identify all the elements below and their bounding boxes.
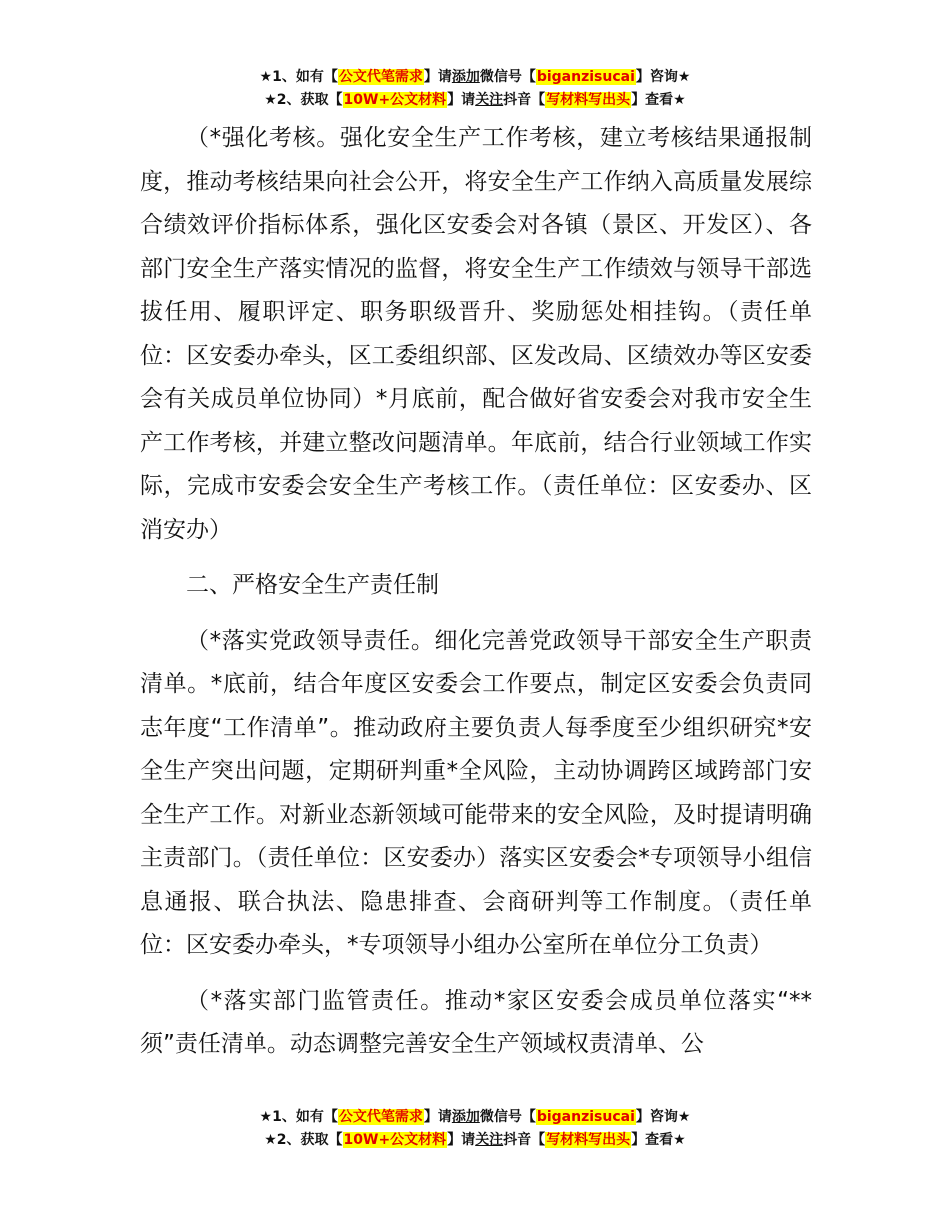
footer-banner bbox=[0, 1106, 950, 1152]
banner-highlight: 10W+公文材料 bbox=[343, 92, 447, 108]
header-banner bbox=[0, 66, 950, 112]
paragraph-gap bbox=[140, 552, 812, 564]
banner-highlight: 公文代笔需求 bbox=[338, 1109, 423, 1125]
paragraph-department: （*落实部门监管责任。推动*家区安委会成员单位落实“**须”责任清单。动态调整完善安全生产领域权责清单、公 bbox=[140, 987, 812, 1057]
banner-text: 】请 bbox=[423, 69, 452, 85]
banner-line-2 bbox=[0, 1129, 950, 1152]
banner-highlight: biganzisucai bbox=[536, 1109, 635, 1125]
section-heading: 二、严格安全生产责任制 bbox=[186, 572, 439, 598]
banner-text: 】查看★ bbox=[631, 1132, 686, 1148]
banner-emphasis: 关注 bbox=[475, 1132, 504, 1148]
document-body bbox=[140, 117, 812, 1067]
banner-text: ★2、获取【 bbox=[264, 1132, 343, 1148]
banner-highlight: 公文代笔需求 bbox=[338, 69, 423, 85]
banner-emphasis: 添加 bbox=[451, 69, 480, 85]
banner-highlight: biganzisucai bbox=[536, 69, 635, 85]
banner-text: 】请 bbox=[447, 1132, 476, 1148]
banner-text: 】请 bbox=[423, 1109, 452, 1125]
banner-text: ★2、获取【 bbox=[264, 92, 343, 108]
banner-text: 】查看★ bbox=[631, 92, 686, 108]
banner-text: 】咨询★ bbox=[635, 1109, 691, 1125]
banner-text: 】咨询★ bbox=[635, 69, 691, 85]
banner-text: ★1、如有【 bbox=[259, 69, 338, 85]
paragraph-gap bbox=[140, 968, 812, 980]
banner-line-2 bbox=[0, 89, 950, 112]
banner-line-1 bbox=[0, 1106, 950, 1129]
banner-text: 】请 bbox=[447, 92, 476, 108]
paragraph-gap bbox=[140, 608, 812, 620]
banner-text: 抖音【 bbox=[503, 92, 546, 108]
banner-text: 微信号【 bbox=[479, 1109, 536, 1125]
banner-text: ★1、如有【 bbox=[259, 1109, 338, 1125]
banner-emphasis: 关注 bbox=[475, 92, 504, 108]
banner-text: 抖音【 bbox=[503, 1132, 546, 1148]
banner-highlight: 写材料写出头 bbox=[546, 92, 631, 108]
paragraph-assessment: （*强化考核。强化安全生产工作考核，建立考核结果通报制度，推动考核结果向社会公开，将安全生产工作纳入高质量发展综合绩效评价指标体系，强化区安委会对各镇（景区、开发区）、各部门安全生产落实情况的监督，将安全生产工作绩效与领导干部选拔任用、履职评定、职务职级晋升、奖励惩处相挂钩。（责任单位：区安委办牵头，区工委组织部、区发改局、区绩效办等区安委会有关成员单位协同）*月底前，配合做好省安委会对我市安全生产工作考核，并建立整改问题清单。年底前，结合行业领域工作实际，完成市安委会安全生产考核工作。（责任单位：区安委办、区消安办） bbox=[140, 125, 812, 543]
banner-highlight: 写材料写出头 bbox=[546, 1132, 631, 1148]
banner-highlight: 10W+公文材料 bbox=[343, 1132, 447, 1148]
paragraph-leadership: （*落实党政领导责任。细化完善党政领导干部安全生产职责清单。*底前，结合年度区安委会工作要点，制定区安委会负责同志年度“工作清单”。推动政府主要负责人每季度至少组织研究*安全生产突出问题，定期研判重*全风险，主动协调跨区域跨部门安全生产工作。对新业态新领域可能带来的安全风险，及时提请明确主责部门。（责任单位：区安委办）落实区安委会*专项领导小组信息通报、联合执法、隐患排查、会商研判等工作制度。（责任单位：区安委办牵头，*专项领导小组办公室所在单位分工负责） bbox=[140, 627, 812, 958]
banner-text: 微信号【 bbox=[479, 69, 536, 85]
banner-emphasis: 添加 bbox=[451, 1109, 480, 1125]
banner-line-1 bbox=[0, 66, 950, 89]
